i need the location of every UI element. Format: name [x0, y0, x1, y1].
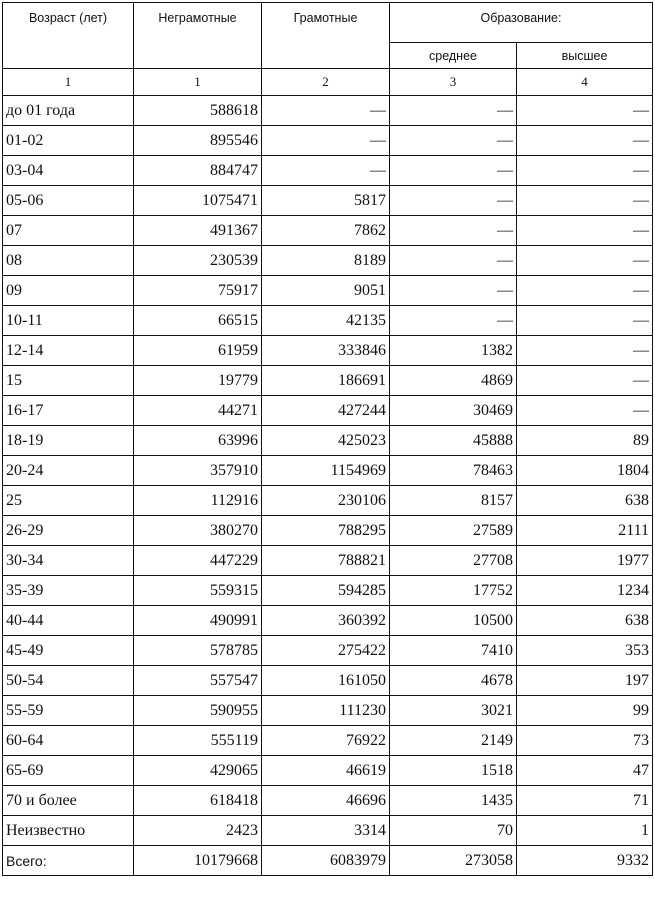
illiterate-cell: 10179668 [134, 846, 262, 876]
header-secondary: среднее [390, 43, 517, 69]
secondary-cell: — [390, 126, 517, 156]
literate-cell: 46696 [262, 786, 390, 816]
age-cell: 18-19 [3, 426, 134, 456]
table-row [3, 456, 653, 486]
higher-cell: 1977 [517, 546, 653, 576]
table-row [3, 216, 653, 246]
age-cell: 01-02 [3, 126, 134, 156]
age-cell: 15 [3, 366, 134, 396]
header-literate: Грамотные [262, 3, 390, 69]
table-row [3, 366, 653, 396]
age-cell: 65-69 [3, 756, 134, 786]
higher-cell: 1804 [517, 456, 653, 486]
illiterate-cell: 578785 [134, 636, 262, 666]
table-row [3, 636, 653, 666]
age-cell: 03-04 [3, 156, 134, 186]
higher-cell: — [517, 276, 653, 306]
literate-cell: — [262, 96, 390, 126]
age-cell: 07 [3, 216, 134, 246]
illiterate-cell: 447229 [134, 546, 262, 576]
secondary-cell: 27589 [390, 516, 517, 546]
column-number-row [3, 69, 653, 96]
secondary-cell: 70 [390, 816, 517, 846]
literate-cell: — [262, 156, 390, 186]
column-number: 1 [134, 69, 262, 96]
secondary-cell: 78463 [390, 456, 517, 486]
header-illiterate: Неграмотные [134, 3, 262, 69]
secondary-cell: 27708 [390, 546, 517, 576]
table-row [3, 276, 653, 306]
secondary-cell: 4678 [390, 666, 517, 696]
secondary-cell: — [390, 306, 517, 336]
age-cell: 05-06 [3, 186, 134, 216]
illiterate-cell: 66515 [134, 306, 262, 336]
table-row [3, 576, 653, 606]
secondary-cell: — [390, 156, 517, 186]
illiterate-cell: 555119 [134, 726, 262, 756]
illiterate-cell: 112916 [134, 486, 262, 516]
literate-cell: 42135 [262, 306, 390, 336]
table-row [3, 486, 653, 516]
table-row [3, 246, 653, 276]
higher-cell: 197 [517, 666, 653, 696]
table-row [3, 756, 653, 786]
table-row [3, 546, 653, 576]
illiterate-cell: 61959 [134, 336, 262, 366]
table-row [3, 726, 653, 756]
illiterate-cell: 2423 [134, 816, 262, 846]
literate-cell: 9051 [262, 276, 390, 306]
literate-cell: 7862 [262, 216, 390, 246]
header-age: Возраст (лет) [3, 3, 134, 69]
higher-cell: 353 [517, 636, 653, 666]
illiterate-cell: 230539 [134, 246, 262, 276]
table-row [3, 126, 653, 156]
higher-cell: — [517, 186, 653, 216]
higher-cell: 2111 [517, 516, 653, 546]
secondary-cell: 7410 [390, 636, 517, 666]
table-row [3, 786, 653, 816]
age-cell: 35-39 [3, 576, 134, 606]
literate-cell: 788295 [262, 516, 390, 546]
literate-cell: 427244 [262, 396, 390, 426]
literate-cell: 425023 [262, 426, 390, 456]
column-number: 3 [390, 69, 517, 96]
higher-cell: — [517, 366, 653, 396]
literate-cell: 111230 [262, 696, 390, 726]
age-cell: 30-34 [3, 546, 134, 576]
age-cell: 10-11 [3, 306, 134, 336]
header-higher: высшее [517, 43, 653, 69]
age-cell: 26-29 [3, 516, 134, 546]
age-cell: 12-14 [3, 336, 134, 366]
illiterate-cell: 884747 [134, 156, 262, 186]
column-number: 2 [262, 69, 390, 96]
illiterate-cell: 588618 [134, 96, 262, 126]
table-header [3, 3, 653, 96]
illiterate-cell: 557547 [134, 666, 262, 696]
literate-cell: 594285 [262, 576, 390, 606]
illiterate-cell: 590955 [134, 696, 262, 726]
illiterate-cell: 491367 [134, 216, 262, 246]
illiterate-cell: 559315 [134, 576, 262, 606]
table-row [3, 696, 653, 726]
literate-cell: 788821 [262, 546, 390, 576]
literate-cell: 76922 [262, 726, 390, 756]
table-row [3, 306, 653, 336]
higher-cell: — [517, 216, 653, 246]
age-cell: 70 и более [3, 786, 134, 816]
illiterate-cell: 63996 [134, 426, 262, 456]
higher-cell: — [517, 336, 653, 366]
higher-cell: — [517, 126, 653, 156]
illiterate-cell: 19779 [134, 366, 262, 396]
header-education: Образование: [390, 3, 653, 43]
illiterate-cell: 380270 [134, 516, 262, 546]
age-cell: до 01 года [3, 96, 134, 126]
illiterate-cell: 75917 [134, 276, 262, 306]
table-row [3, 336, 653, 366]
higher-cell: — [517, 306, 653, 336]
table-body [3, 96, 653, 876]
literate-cell: — [262, 126, 390, 156]
age-cell: Неизвестно [3, 816, 134, 846]
secondary-cell: 3021 [390, 696, 517, 726]
age-cell: 08 [3, 246, 134, 276]
illiterate-cell: 357910 [134, 456, 262, 486]
higher-cell: — [517, 96, 653, 126]
higher-cell: — [517, 156, 653, 186]
table-row [3, 426, 653, 456]
literate-cell: 275422 [262, 636, 390, 666]
literate-cell: 6083979 [262, 846, 390, 876]
table-row [3, 606, 653, 636]
illiterate-cell: 895546 [134, 126, 262, 156]
table-row [3, 396, 653, 426]
age-cell: 09 [3, 276, 134, 306]
higher-cell: 9332 [517, 846, 653, 876]
secondary-cell: 1518 [390, 756, 517, 786]
literate-cell: 360392 [262, 606, 390, 636]
higher-cell: 99 [517, 696, 653, 726]
literate-cell: 8189 [262, 246, 390, 276]
illiterate-cell: 1075471 [134, 186, 262, 216]
column-number: 1 [3, 69, 134, 96]
literate-cell: 161050 [262, 666, 390, 696]
secondary-cell: 4869 [390, 366, 517, 396]
secondary-cell: 17752 [390, 576, 517, 606]
higher-cell: 1 [517, 816, 653, 846]
secondary-cell: 10500 [390, 606, 517, 636]
table-row [3, 96, 653, 126]
higher-cell: 47 [517, 756, 653, 786]
age-cell: 45-49 [3, 636, 134, 666]
age-cell: 25 [3, 486, 134, 516]
age-cell: 40-44 [3, 606, 134, 636]
secondary-cell: 1382 [390, 336, 517, 366]
age-cell: 20-24 [3, 456, 134, 486]
higher-cell: — [517, 396, 653, 426]
age-cell: 50-54 [3, 666, 134, 696]
secondary-cell: 8157 [390, 486, 517, 516]
census-table [2, 2, 653, 876]
literate-cell: 1154969 [262, 456, 390, 486]
table-row [3, 666, 653, 696]
higher-cell: 1234 [517, 576, 653, 606]
secondary-cell: — [390, 216, 517, 246]
higher-cell: 638 [517, 486, 653, 516]
illiterate-cell: 490991 [134, 606, 262, 636]
table-row [3, 186, 653, 216]
secondary-cell: 273058 [390, 846, 517, 876]
secondary-cell: 2149 [390, 726, 517, 756]
higher-cell: — [517, 246, 653, 276]
illiterate-cell: 44271 [134, 396, 262, 426]
age-cell: 16-17 [3, 396, 134, 426]
higher-cell: 638 [517, 606, 653, 636]
secondary-cell: 45888 [390, 426, 517, 456]
higher-cell: 71 [517, 786, 653, 816]
table-row [3, 816, 653, 846]
secondary-cell: — [390, 186, 517, 216]
secondary-cell: 1435 [390, 786, 517, 816]
literate-cell: 5817 [262, 186, 390, 216]
age-cell: 55-59 [3, 696, 134, 726]
literate-cell: 3314 [262, 816, 390, 846]
literate-cell: 333846 [262, 336, 390, 366]
secondary-cell: 30469 [390, 396, 517, 426]
total-row [3, 846, 653, 876]
literate-cell: 46619 [262, 756, 390, 786]
higher-cell: 89 [517, 426, 653, 456]
table-row [3, 156, 653, 186]
literate-cell: 186691 [262, 366, 390, 396]
secondary-cell: — [390, 246, 517, 276]
literate-cell: 230106 [262, 486, 390, 516]
secondary-cell: — [390, 276, 517, 306]
illiterate-cell: 618418 [134, 786, 262, 816]
column-number: 4 [517, 69, 653, 96]
table-row [3, 516, 653, 546]
higher-cell: 73 [517, 726, 653, 756]
age-cell: Всего: [3, 846, 134, 876]
illiterate-cell: 429065 [134, 756, 262, 786]
age-cell: 60-64 [3, 726, 134, 756]
secondary-cell: — [390, 96, 517, 126]
